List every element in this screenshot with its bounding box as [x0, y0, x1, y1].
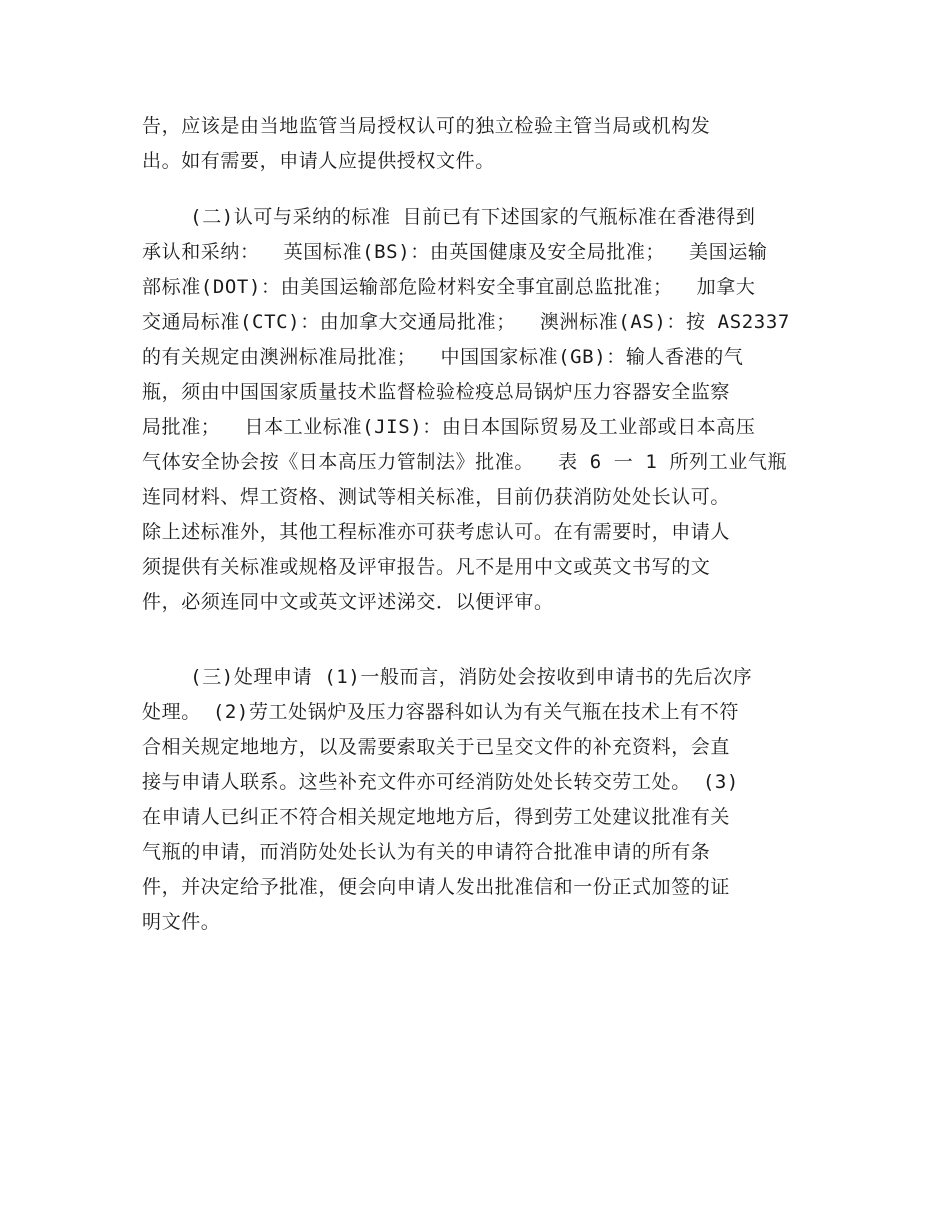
- paragraph-3-line-1: (三)处理申请 (1)一般而言，消防处会按收到申请书的先后次序: [142, 666, 753, 688]
- paragraph-3-line-5: 在申请人已纠正不符合相关规定地地方后，得到劳工处建议批准有关: [142, 806, 731, 828]
- paragraph-2-line-12: 件，必须连同中文或英文评述涕交．以便评审。: [142, 591, 554, 613]
- paragraph-3-line-2: 处理。 (2)劳工处锅炉及压力容器科如认为有关气瓶在技术上有不符: [142, 701, 739, 723]
- paragraph-2-line-8: 气体安全协会按《日本高压力管制法》批准。 表 6 一 1 所列工业气瓶: [142, 451, 788, 473]
- paragraph-2-line-11: 须提供有关标准或规格及评审报告。凡不是用中文或英文书写的文: [142, 556, 711, 578]
- paragraph-3-line-3: 合相关规定地地方，以及需要索取关于已呈交文件的补充资料，会直: [142, 736, 731, 758]
- paragraph-2-line-10: 除上述标准外，其他工程标准亦可获考虑认可。在有需要时，申请人: [142, 521, 731, 543]
- paragraph-3-line-4: 接与申请人联系。这些补充文件亦可经消防处处长转交劳工处。 (3): [142, 771, 739, 793]
- paragraph-2-line-7: 局批准； 日本工业标准(JIS)：由日本国际贸易及工业部或日本高压: [142, 416, 756, 438]
- paragraph-2-line-1: (二)认可与采纳的标准 目前已有下述国家的气瓶标准在香港得到: [142, 206, 756, 228]
- paragraph-1-line-2: 出。如有需要，申请人应提供授权文件。: [142, 150, 495, 172]
- paragraph-2-line-5: 的有关规定由澳洲标准局批准； 中国国家标准(GB)：输人香港的气: [142, 346, 744, 368]
- paragraph-3-line-6: 气瓶的申请，而消防处处长认为有关的申请符合批准申请的所有条: [142, 841, 711, 863]
- paragraph-2-line-3: 部标准(DOT)：由美国运输部危险材料安全事宜副总监批准； 加拿大: [142, 276, 756, 298]
- paragraph-2-line-4: 交通局标准(CTC)：由加拿大交通局批准； 澳洲标准(AS)：按 AS2337: [142, 311, 790, 333]
- paragraph-3-line-7: 件，并决定给予批准，便会向申请人发出批准信和一份正式加签的证: [142, 876, 731, 898]
- paragraph-2-line-9: 连同材料、焊工资格、测试等相关标准，目前仍获消防处处长认可。: [142, 486, 731, 508]
- paragraph-3-line-8: 明文件。: [142, 911, 221, 933]
- paragraph-1-line-1: 告，应该是由当地监管当局授权认可的独立检验主管当局或机构发: [142, 115, 711, 137]
- paragraph-2-line-6: 瓶，须由中国国家质量技术监督检验检疫总局锅炉压力容器安全监察: [142, 381, 731, 403]
- paragraph-2-line-2: 承认和采纳： 英国标准(BS)：由英国健康及安全局批准； 美国运输: [142, 241, 768, 263]
